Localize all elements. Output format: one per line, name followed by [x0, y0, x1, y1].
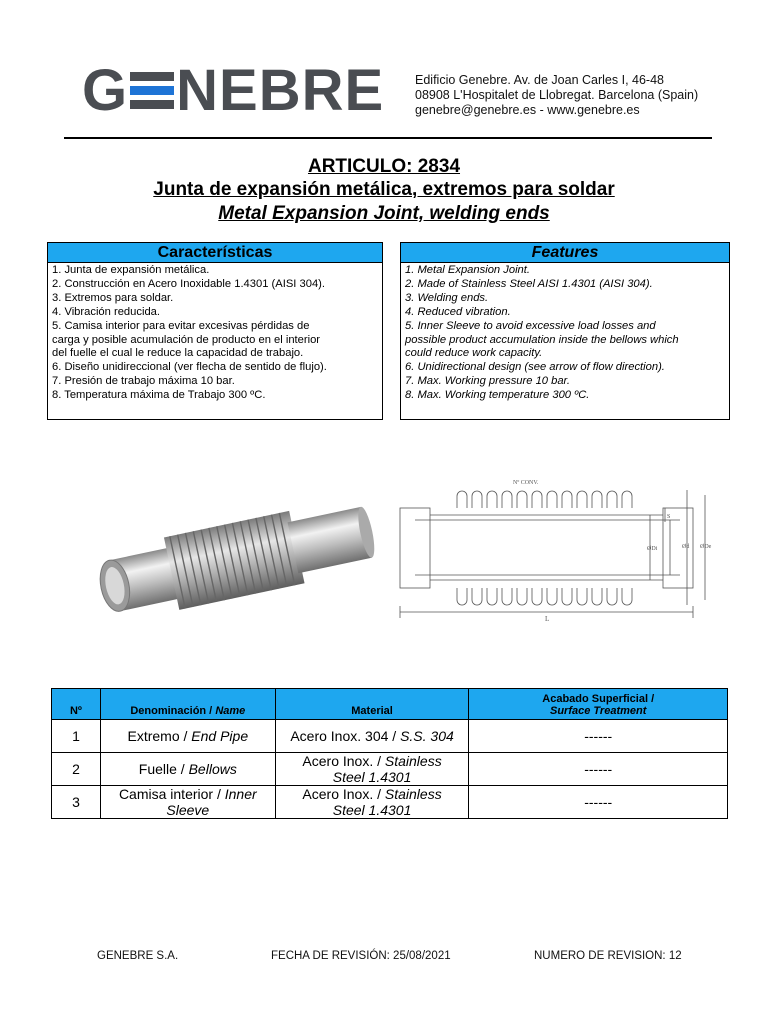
list-item: 1. Metal Expansion Joint. [405, 264, 530, 276]
list-item: 2. Construcción en Acero Inoxidable 1.4301 (AISI 304). [52, 277, 326, 290]
material-en: Stainless [384, 753, 442, 769]
row-finish: ------ [469, 786, 728, 819]
header-name-es: Denominación / [130, 705, 216, 717]
table-header-row [52, 689, 728, 720]
genebre-logo [82, 58, 394, 123]
list-item: 6. Diseño unidireccional (ver flecha de sentido de flujo). [52, 361, 327, 374]
title-spanish: Junta de expansión metálica, extremos para soldar [153, 179, 615, 200]
row-finish: ------ [469, 720, 728, 753]
list-item: could reduce work capacity. [405, 347, 543, 360]
material-es: Acero Inox. / [302, 786, 385, 802]
list-item: 3. Extremos para soldar. [52, 291, 174, 304]
list-item: 8. Max. Working temperature 300 ºC. [405, 389, 590, 402]
material-es: Acero Inox. / [302, 753, 385, 769]
header-name-en: Name [215, 705, 246, 717]
row-name [100, 786, 275, 819]
characteristics-list [48, 263, 382, 403]
logo-e-stripes [130, 70, 174, 112]
list-item: carga y posible acumulación de producto en el interior [52, 333, 321, 346]
label-de: ØDe [700, 544, 712, 550]
row-material [275, 786, 469, 819]
company-address [415, 73, 698, 118]
list-item: 6. Unidirectional design (see arrow of flow direction). [405, 361, 665, 374]
footer-company: GENEBRE S.A. [97, 950, 179, 962]
row-name [100, 753, 275, 786]
name-en: Bellows [188, 761, 237, 777]
logo-letter-g: G [82, 58, 129, 123]
list-item: 4. Reduced vibration. [405, 305, 511, 318]
label-d: Ød [682, 544, 690, 550]
row-material [275, 753, 469, 786]
name-en-line2: Sleeve [166, 802, 210, 818]
characteristics-box [47, 242, 383, 420]
list-item: possible product accumulation inside the bellows which [405, 333, 679, 346]
title-block [0, 156, 768, 226]
material-en-line2: Steel 1.4301 [332, 802, 412, 818]
list-item: 8. Temperatura máxima de Trabajo 300 ºC. [52, 389, 266, 402]
conv-label: Nº CONV. [513, 480, 539, 486]
list-item: 3. Welding ends. [405, 291, 489, 304]
features-box [400, 242, 730, 420]
technical-drawing [395, 470, 725, 630]
list-item: 5. Inner Sleeve to avoid excessive load losses and [405, 319, 656, 332]
footer-revision-date: FECHA DE REVISIÓN: 25/08/2021 [271, 950, 451, 962]
material-en: S.S. 304 [400, 728, 454, 744]
title-english: Metal Expansion Joint, welding ends [218, 203, 550, 224]
list-item: 4. Vibración reducida. [52, 305, 161, 318]
name-en: End Pipe [191, 728, 249, 744]
parts-table [51, 688, 728, 819]
header-material: Material [275, 689, 469, 720]
article-number: ARTICULO: 2834 [307, 156, 461, 177]
material-es: Acero Inox. 304 / [290, 728, 401, 744]
name-en: Inner [224, 786, 257, 802]
material-en-line2: Steel 1.4301 [332, 769, 412, 785]
list-item: del fuelle el cual le reduce la capacidad de trabajo. [52, 347, 304, 360]
row-finish: ------ [469, 753, 728, 786]
name-es: Extremo / [127, 728, 192, 744]
address-line-1: Edificio Genebre. Av. de Joan Carles I, 46-48 [415, 73, 664, 87]
contact-line: genebre@genebre.es - www.genebre.es [415, 103, 640, 117]
material-en: Stainless [384, 786, 442, 802]
table-row [52, 753, 728, 786]
list-item: 5. Camisa interior para evitar excesivas pérdidas de [52, 319, 310, 332]
header-finish-es: Acabado Superficial / [542, 693, 655, 705]
list-item: 7. Max. Working pressure 10 bar. [405, 375, 570, 388]
label-l: L [545, 615, 550, 623]
header-num: Nº [52, 689, 101, 720]
row-name [100, 720, 275, 753]
address-line-2: 08908 L'Hospitalet de Llobregat. Barcelona (Spain) [415, 88, 699, 102]
features-header: Features [401, 243, 729, 263]
row-num: 3 [52, 786, 101, 819]
row-num: 1 [52, 720, 101, 753]
row-num: 2 [52, 753, 101, 786]
header-name [100, 689, 275, 720]
header-finish [469, 689, 728, 720]
header-finish-en: Surface Treatment [550, 705, 647, 717]
header-divider [64, 137, 712, 139]
footer-revision-number: NUMERO DE REVISION: 12 [534, 950, 682, 962]
list-item: 7. Presión de trabajo máxima 10 bar. [52, 375, 235, 388]
label-s: S [667, 514, 671, 520]
logo-letters-nebre: NEBRE [176, 58, 385, 123]
product-photo [80, 480, 380, 620]
features-list [401, 263, 729, 403]
list-item: 2. Made of Stainless Steel AISI 1.4301 (AISI 304). [405, 277, 653, 290]
name-es: Fuelle / [138, 761, 189, 777]
list-item: 1. Junta de expansión metálica. [52, 264, 210, 276]
characteristics-header: Características [48, 243, 382, 263]
row-material [275, 720, 469, 753]
name-es: Camisa interior / [118, 786, 225, 802]
table-row [52, 720, 728, 753]
label-di: ØDi [647, 546, 658, 552]
table-row [52, 786, 728, 819]
